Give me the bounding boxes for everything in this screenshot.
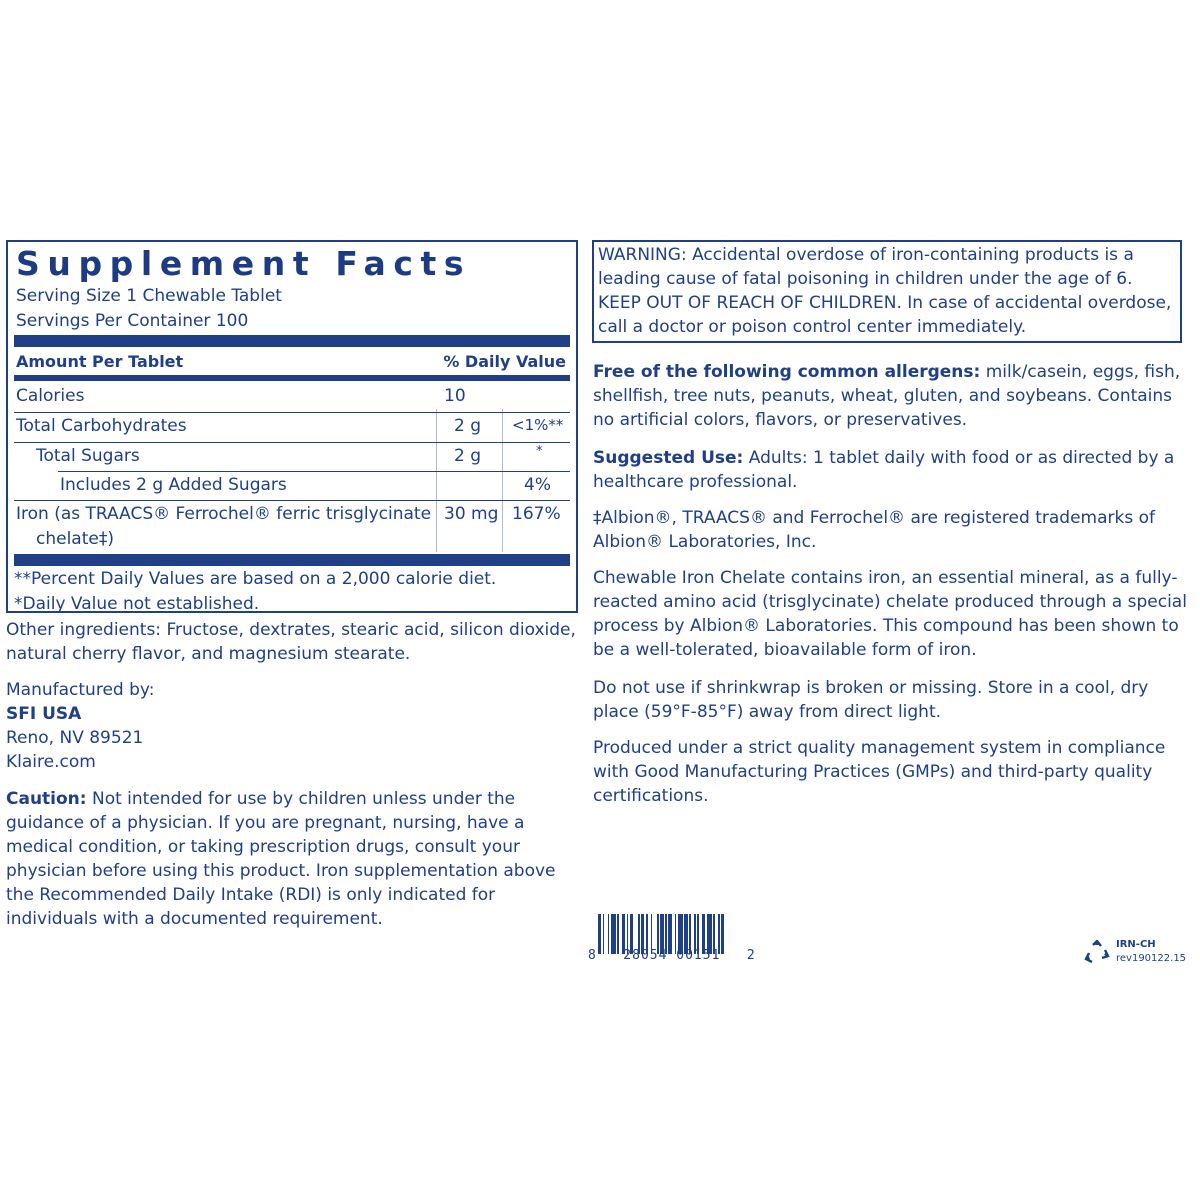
revision-code: rev190122.15 xyxy=(1116,953,1187,964)
row-name: Total Sugars xyxy=(36,446,140,466)
recycle-icon xyxy=(1084,940,1110,966)
warning-text: Accidental overdose of iron-containing products is a leading cause of fatal poisoning in children under the age of 6. KEEP OUT OF REACH OF CHILDREN. In case of accidental overdose, call a doctor or poison control center immediately. xyxy=(598,245,1172,337)
row-name: Iron (as TRAACS® Ferrochel® ferric trisglycinate xyxy=(16,504,432,524)
row-divider xyxy=(14,442,570,443)
header-amount: Amount Per Tablet xyxy=(16,352,184,371)
row-dv: <1%** xyxy=(512,416,564,434)
warning-label: WARNING: xyxy=(598,245,687,265)
company-name: SFI USA xyxy=(6,704,82,724)
medium-rule xyxy=(14,375,570,381)
row-divider xyxy=(58,471,570,472)
thick-rule xyxy=(14,335,570,347)
thick-rule xyxy=(14,554,570,566)
allergens-text: milk/casein, eggs, fish, shellfish, tree nuts, peanuts, wheat, gluten, and soybeans. Contains no artificial colors, flavors, or preservatives. xyxy=(593,362,1181,430)
row-amount: 2 g xyxy=(454,446,482,466)
facts-title: Supplement Facts xyxy=(16,244,472,283)
serving-size: Serving Size 1 Chewable Tablet xyxy=(16,286,282,306)
row-dv: 4% xyxy=(524,475,551,495)
row-name: Includes 2 g Added Sugars xyxy=(60,475,287,495)
row-amount: 30 mg xyxy=(444,504,499,524)
storage-instructions: Do not use if shrinkwrap is broken or missing. Store in a cool, dry place (59°F-85°F) away from direct light. xyxy=(593,678,1149,722)
barcode-digits: 8 28054 00151 2 xyxy=(588,948,756,963)
other-ingredients: Other ingredients: Fructose, dextrates, stearic acid, silicon dioxide, natural cherry flavor, and magnesium stearate. xyxy=(6,620,576,664)
manufactured-by-label: Manufactured by: xyxy=(6,680,155,700)
row-dv: 167% xyxy=(512,504,561,524)
footnote-dv-basis: **Percent Daily Values are based on a 2,000 calorie diet. xyxy=(14,569,497,589)
allergen-statement xyxy=(593,360,1188,432)
row-divider xyxy=(14,412,570,413)
suggested-use-label: Suggested Use: xyxy=(593,448,744,468)
allergens-label: Free of the following common allergens: xyxy=(593,362,981,382)
trademark-notice: ‡Albion®, TRAACS® and Ferrochel® are registered trademarks of Albion® Laboratories, Inc. xyxy=(593,508,1155,552)
row-dv: * xyxy=(536,444,543,459)
header-dv: % Daily Value xyxy=(443,352,566,371)
caution-label: Caution: xyxy=(6,789,87,809)
supplement-facts-panel xyxy=(6,240,578,613)
servings-per-container: Servings Per Container 100 xyxy=(16,311,249,331)
row-amount: 2 g xyxy=(454,416,482,436)
product-code: IRN-CH xyxy=(1116,939,1156,950)
footnote-not-established: *Daily Value not established. xyxy=(14,594,260,614)
row-name-continued: chelate‡) xyxy=(36,529,114,549)
column-divider xyxy=(502,409,503,552)
column-divider xyxy=(436,409,437,552)
warning-box xyxy=(592,240,1182,343)
suggested-use-text: Adults: 1 tablet daily with food or as directed by a healthcare professional. xyxy=(593,448,1175,492)
suggested-use xyxy=(593,446,1188,494)
company-website: Klaire.com xyxy=(6,752,96,772)
row-name: Calories xyxy=(16,386,85,406)
company-address: Reno, NV 89521 xyxy=(6,728,144,748)
row-amount: 10 xyxy=(444,386,466,406)
caution-text: Not intended for use by children unless under the guidance of a physician. If you are pregnant, nursing, have a medical condition, or taking prescription drugs, consult your physician before using this product. Iron supplementation above the Recommended Daily Intake (RDI) is only indicated for individuals with a documented requirement. xyxy=(6,789,556,929)
row-divider xyxy=(14,500,570,501)
quality-statement: Produced under a strict quality management system in compliance with Good Manufacturing Practices (GMPs) and third-party quality certifications. xyxy=(593,738,1166,806)
row-name: Total Carbohydrates xyxy=(16,416,187,436)
caution-statement xyxy=(6,787,566,931)
product-description: Chewable Iron Chelate contains iron, an essential mineral, as a fully-reacted amino acid (trisglycinate) chelate produced through a special process by Albion® Laboratories. This compound has been shown to be a well-tolerated, bioavailable form of iron. xyxy=(593,568,1187,660)
